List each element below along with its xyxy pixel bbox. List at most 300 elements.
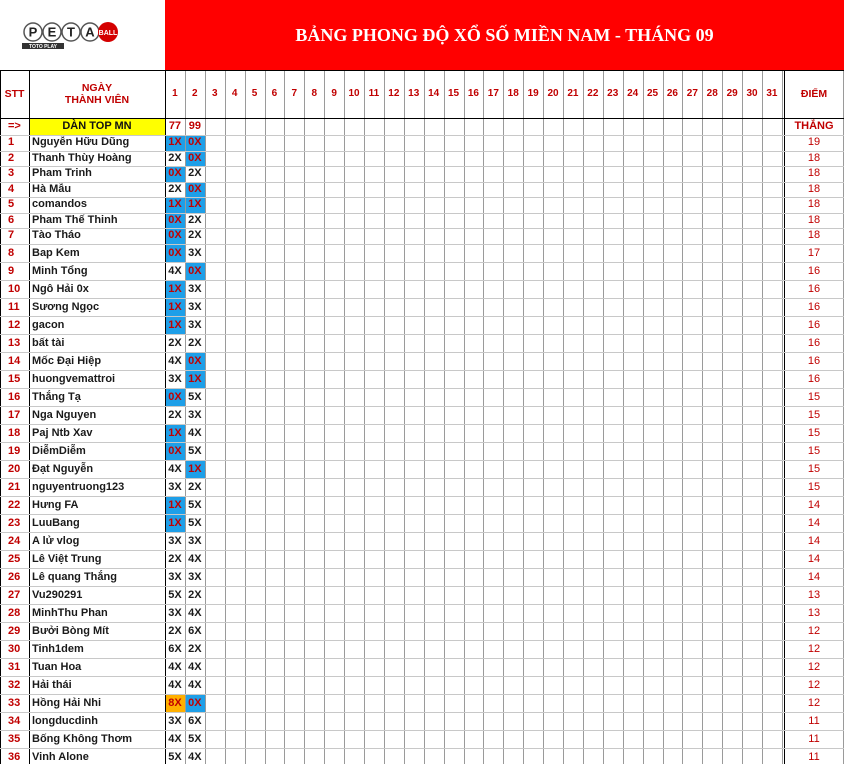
day-3-value[interactable] xyxy=(205,730,225,748)
day-11-value[interactable] xyxy=(364,388,384,406)
day-22-value[interactable] xyxy=(583,496,603,514)
day-10-value[interactable] xyxy=(344,460,364,478)
day-13-value[interactable] xyxy=(404,197,424,213)
day-2-value[interactable]: 0X xyxy=(185,182,205,198)
day-16-value[interactable] xyxy=(464,280,484,298)
day-18-value[interactable] xyxy=(503,151,523,167)
day-17-value[interactable] xyxy=(483,586,503,604)
day-24-value[interactable] xyxy=(623,352,643,370)
day-20-value[interactable] xyxy=(543,262,563,280)
member-name[interactable]: LuuBang xyxy=(32,516,80,529)
day-26-value[interactable] xyxy=(663,166,683,182)
day-31-value[interactable] xyxy=(762,640,782,658)
day-12-value[interactable] xyxy=(384,640,404,658)
day-20-value[interactable] xyxy=(543,478,563,496)
day-8-value[interactable] xyxy=(304,478,324,496)
day-15-value[interactable] xyxy=(444,406,464,424)
day-14-value[interactable] xyxy=(424,550,444,568)
day-17-value[interactable] xyxy=(483,197,503,213)
day-22-value[interactable] xyxy=(583,658,603,676)
day-25-value[interactable] xyxy=(643,370,663,388)
day-9-value[interactable] xyxy=(324,658,344,676)
day-5-value[interactable] xyxy=(245,694,265,712)
day-27-value[interactable] xyxy=(682,640,702,658)
day-17-value[interactable] xyxy=(483,424,503,442)
day-18-value[interactable] xyxy=(503,532,523,550)
day-26-value[interactable] xyxy=(663,640,683,658)
day-30-value[interactable] xyxy=(742,166,762,182)
day-21-value[interactable] xyxy=(563,228,583,244)
day-18-value[interactable] xyxy=(503,622,523,640)
day-19-value[interactable] xyxy=(523,228,543,244)
day-28-value[interactable] xyxy=(702,151,722,167)
day-2-value[interactable]: 3X xyxy=(188,300,202,313)
day-26-value[interactable] xyxy=(663,478,683,496)
day-27-value[interactable] xyxy=(682,262,702,280)
day-20-value[interactable] xyxy=(543,316,563,334)
day-3-value[interactable] xyxy=(205,568,225,586)
day-27-value[interactable] xyxy=(682,514,702,532)
day-22-value[interactable] xyxy=(583,406,603,424)
day-29-value[interactable] xyxy=(722,622,742,640)
day-16-value[interactable] xyxy=(464,694,484,712)
day-22-value[interactable] xyxy=(583,550,603,568)
day-13-value[interactable] xyxy=(404,352,424,370)
day-7-value[interactable] xyxy=(284,604,304,622)
day-16-value[interactable] xyxy=(464,748,484,764)
day-10-value[interactable] xyxy=(344,622,364,640)
day-16-value[interactable] xyxy=(464,182,484,198)
day-7-value[interactable] xyxy=(284,532,304,550)
day-11-value[interactable] xyxy=(364,262,384,280)
day-22-value[interactable] xyxy=(583,280,603,298)
day-29-value[interactable] xyxy=(722,604,742,622)
day-3-value[interactable] xyxy=(205,197,225,213)
day-28-value[interactable] xyxy=(702,514,722,532)
day-13-value[interactable] xyxy=(404,244,424,262)
day-29-value[interactable] xyxy=(722,568,742,586)
day-27-value[interactable] xyxy=(682,316,702,334)
day-1-value[interactable]: 4X xyxy=(168,660,182,673)
day-31-value[interactable] xyxy=(762,604,782,622)
day-13-value[interactable] xyxy=(404,640,424,658)
day-31-value[interactable] xyxy=(762,151,782,167)
day-9-value[interactable] xyxy=(324,406,344,424)
day-26-value[interactable] xyxy=(663,135,683,151)
day-16-value[interactable] xyxy=(464,586,484,604)
day-30-value[interactable] xyxy=(742,334,762,352)
day-30-value[interactable] xyxy=(742,406,762,424)
day-4-value[interactable] xyxy=(225,568,245,586)
day-4-value[interactable] xyxy=(225,406,245,424)
day-18-value[interactable] xyxy=(503,334,523,352)
day-11-value[interactable] xyxy=(364,406,384,424)
member-name[interactable]: Lê Việt Trung xyxy=(32,552,102,565)
day-18-value[interactable] xyxy=(503,352,523,370)
day-29-value[interactable] xyxy=(722,244,742,262)
day-22-value[interactable] xyxy=(583,694,603,712)
day-19-value[interactable] xyxy=(523,370,543,388)
day-22-value[interactable] xyxy=(583,622,603,640)
day-12-value[interactable] xyxy=(384,182,404,198)
day-28-value[interactable] xyxy=(702,622,722,640)
day-18-value[interactable] xyxy=(503,730,523,748)
member-name[interactable]: Bống Không Thơm xyxy=(32,732,133,745)
day-6-value[interactable] xyxy=(265,352,285,370)
day-19-value[interactable] xyxy=(523,213,543,229)
day-14-value[interactable] xyxy=(424,748,444,764)
day-1-value[interactable]: 0X xyxy=(165,388,185,406)
day-9-value[interactable] xyxy=(324,478,344,496)
day-28-value[interactable] xyxy=(702,550,722,568)
day-16-value[interactable] xyxy=(464,244,484,262)
day-14-value[interactable] xyxy=(424,262,444,280)
day-16-value[interactable] xyxy=(464,568,484,586)
day-16-value[interactable] xyxy=(464,424,484,442)
top-row-day-12[interactable] xyxy=(384,118,404,135)
day-4-value[interactable] xyxy=(225,442,245,460)
day-27-value[interactable] xyxy=(682,568,702,586)
day-12-value[interactable] xyxy=(384,748,404,764)
day-12-value[interactable] xyxy=(384,406,404,424)
day-2-value[interactable]: 0X xyxy=(185,135,205,151)
day-14-value[interactable] xyxy=(424,166,444,182)
day-16-value[interactable] xyxy=(464,676,484,694)
day-14-value[interactable] xyxy=(424,213,444,229)
day-24-value[interactable] xyxy=(623,262,643,280)
day-12-value[interactable] xyxy=(384,442,404,460)
member-name[interactable]: huongvemattroi xyxy=(32,372,116,385)
day-11-value[interactable] xyxy=(364,424,384,442)
day-8-value[interactable] xyxy=(304,658,324,676)
day-26-value[interactable] xyxy=(663,442,683,460)
day-19-value[interactable] xyxy=(523,604,543,622)
day-10-value[interactable] xyxy=(344,244,364,262)
day-15-value[interactable] xyxy=(444,262,464,280)
day-4-value[interactable] xyxy=(225,316,245,334)
day-10-value[interactable] xyxy=(344,640,364,658)
day-23-value[interactable] xyxy=(603,748,623,764)
day-31-value[interactable] xyxy=(762,586,782,604)
day-15-value[interactable] xyxy=(444,244,464,262)
day-14-value[interactable] xyxy=(424,604,444,622)
day-17-value[interactable] xyxy=(483,262,503,280)
day-18-value[interactable] xyxy=(503,370,523,388)
day-15-value[interactable] xyxy=(444,460,464,478)
day-20-value[interactable] xyxy=(543,496,563,514)
day-10-value[interactable] xyxy=(344,213,364,229)
day-10-value[interactable] xyxy=(344,298,364,316)
day-30-value[interactable] xyxy=(742,228,762,244)
day-5-value[interactable] xyxy=(245,352,265,370)
day-18-value[interactable] xyxy=(503,213,523,229)
day-5-value[interactable] xyxy=(245,532,265,550)
day-28-value[interactable] xyxy=(702,370,722,388)
day-6-value[interactable] xyxy=(265,586,285,604)
day-14-value[interactable] xyxy=(424,514,444,532)
day-15-value[interactable] xyxy=(444,550,464,568)
day-20-value[interactable] xyxy=(543,298,563,316)
day-9-value[interactable] xyxy=(324,182,344,198)
day-1-value[interactable]: 0X xyxy=(165,213,185,229)
day-2-value[interactable]: 5X xyxy=(188,732,202,745)
day-16-value[interactable] xyxy=(464,228,484,244)
day-22-value[interactable] xyxy=(583,298,603,316)
day-13-value[interactable] xyxy=(404,568,424,586)
day-25-value[interactable] xyxy=(643,352,663,370)
day-28-value[interactable] xyxy=(702,228,722,244)
day-30-value[interactable] xyxy=(742,730,762,748)
day-14-value[interactable] xyxy=(424,406,444,424)
day-24-value[interactable] xyxy=(623,478,643,496)
day-28-value[interactable] xyxy=(702,298,722,316)
day-17-value[interactable] xyxy=(483,280,503,298)
day-19-value[interactable] xyxy=(523,316,543,334)
day-11-value[interactable] xyxy=(364,280,384,298)
day-19-value[interactable] xyxy=(523,262,543,280)
day-12-value[interactable] xyxy=(384,424,404,442)
day-18-value[interactable] xyxy=(503,442,523,460)
day-24-value[interactable] xyxy=(623,658,643,676)
day-21-value[interactable] xyxy=(563,182,583,198)
day-25-value[interactable] xyxy=(643,622,663,640)
day-3-value[interactable] xyxy=(205,316,225,334)
day-10-value[interactable] xyxy=(344,388,364,406)
day-6-value[interactable] xyxy=(265,460,285,478)
day-28-value[interactable] xyxy=(702,712,722,730)
day-6-value[interactable] xyxy=(265,568,285,586)
day-17-value[interactable] xyxy=(483,658,503,676)
day-15-value[interactable] xyxy=(444,532,464,550)
day-25-value[interactable] xyxy=(643,135,663,151)
day-10-value[interactable] xyxy=(344,197,364,213)
day-25-value[interactable] xyxy=(643,262,663,280)
day-8-value[interactable] xyxy=(304,182,324,198)
day-24-value[interactable] xyxy=(623,460,643,478)
day-11-value[interactable] xyxy=(364,550,384,568)
day-20-value[interactable] xyxy=(543,151,563,167)
day-23-value[interactable] xyxy=(603,151,623,167)
day-8-value[interactable] xyxy=(304,622,324,640)
day-4-value[interactable] xyxy=(225,298,245,316)
day-5-value[interactable] xyxy=(245,298,265,316)
day-9-value[interactable] xyxy=(324,228,344,244)
day-29-value[interactable] xyxy=(722,213,742,229)
day-22-value[interactable] xyxy=(583,352,603,370)
day-9-value[interactable] xyxy=(324,442,344,460)
day-4-value[interactable] xyxy=(225,197,245,213)
day-28-value[interactable] xyxy=(702,676,722,694)
day-2-value[interactable]: 2X xyxy=(188,229,202,241)
day-14-value[interactable] xyxy=(424,228,444,244)
day-27-value[interactable] xyxy=(682,244,702,262)
day-6-value[interactable] xyxy=(265,496,285,514)
day-10-value[interactable] xyxy=(344,586,364,604)
day-6-value[interactable] xyxy=(265,406,285,424)
day-15-value[interactable] xyxy=(444,316,464,334)
day-22-value[interactable] xyxy=(583,730,603,748)
day-20-value[interactable] xyxy=(543,568,563,586)
day-7-value[interactable] xyxy=(284,424,304,442)
day-3-value[interactable] xyxy=(205,442,225,460)
day-12-value[interactable] xyxy=(384,622,404,640)
day-27-value[interactable] xyxy=(682,352,702,370)
day-17-value[interactable] xyxy=(483,604,503,622)
day-12-value[interactable] xyxy=(384,514,404,532)
day-1-value[interactable]: 0X xyxy=(165,442,185,460)
day-17-value[interactable] xyxy=(483,712,503,730)
day-14-value[interactable] xyxy=(424,658,444,676)
day-21-value[interactable] xyxy=(563,151,583,167)
day-27-value[interactable] xyxy=(682,298,702,316)
day-8-value[interactable] xyxy=(304,712,324,730)
day-31-value[interactable] xyxy=(762,244,782,262)
member-name[interactable]: Nga Nguyen xyxy=(32,408,97,421)
day-14-value[interactable] xyxy=(424,640,444,658)
day-18-value[interactable] xyxy=(503,568,523,586)
day-16-value[interactable] xyxy=(464,604,484,622)
day-9-value[interactable] xyxy=(324,388,344,406)
member-name[interactable]: Hồng Hải Nhi xyxy=(32,696,102,709)
day-5-value[interactable] xyxy=(245,622,265,640)
day-3-value[interactable] xyxy=(205,228,225,244)
day-7-value[interactable] xyxy=(284,298,304,316)
day-1-value[interactable]: 0X xyxy=(165,244,185,262)
day-5-value[interactable] xyxy=(245,135,265,151)
day-29-value[interactable] xyxy=(722,197,742,213)
day-1-value[interactable]: 1X xyxy=(165,496,185,514)
day-5-value[interactable] xyxy=(245,424,265,442)
day-10-value[interactable] xyxy=(344,406,364,424)
day-6-value[interactable] xyxy=(265,135,285,151)
day-21-value[interactable] xyxy=(563,197,583,213)
day-6-value[interactable] xyxy=(265,532,285,550)
day-12-value[interactable] xyxy=(384,244,404,262)
day-3-value[interactable] xyxy=(205,694,225,712)
day-24-value[interactable] xyxy=(623,406,643,424)
day-14-value[interactable] xyxy=(424,182,444,198)
day-26-value[interactable] xyxy=(663,586,683,604)
member-name[interactable]: Tuan Hoa xyxy=(32,660,82,673)
day-24-value[interactable] xyxy=(623,694,643,712)
day-5-value[interactable] xyxy=(245,262,265,280)
day-10-value[interactable] xyxy=(344,182,364,198)
day-18-value[interactable] xyxy=(503,694,523,712)
day-21-value[interactable] xyxy=(563,478,583,496)
day-27-value[interactable] xyxy=(682,658,702,676)
day-7-value[interactable] xyxy=(284,676,304,694)
day-12-value[interactable] xyxy=(384,532,404,550)
day-29-value[interactable] xyxy=(722,712,742,730)
day-22-value[interactable] xyxy=(583,514,603,532)
top-row-day-17[interactable] xyxy=(483,118,503,135)
day-26-value[interactable] xyxy=(663,262,683,280)
day-23-value[interactable] xyxy=(603,352,623,370)
day-30-value[interactable] xyxy=(742,280,762,298)
day-15-value[interactable] xyxy=(444,694,464,712)
day-25-value[interactable] xyxy=(643,151,663,167)
day-27-value[interactable] xyxy=(682,213,702,229)
day-19-value[interactable] xyxy=(523,586,543,604)
day-14-value[interactable] xyxy=(424,712,444,730)
day-25-value[interactable] xyxy=(643,334,663,352)
day-1-value[interactable]: 2X xyxy=(168,624,182,637)
day-19-value[interactable] xyxy=(523,514,543,532)
day-20-value[interactable] xyxy=(543,532,563,550)
day-8-value[interactable] xyxy=(304,334,324,352)
day-7-value[interactable] xyxy=(284,640,304,658)
day-9-value[interactable] xyxy=(324,532,344,550)
day-16-value[interactable] xyxy=(464,478,484,496)
day-23-value[interactable] xyxy=(603,388,623,406)
day-15-value[interactable] xyxy=(444,424,464,442)
day-8-value[interactable] xyxy=(304,586,324,604)
day-28-value[interactable] xyxy=(702,658,722,676)
day-17-value[interactable] xyxy=(483,640,503,658)
day-15-value[interactable] xyxy=(444,442,464,460)
day-1-value[interactable]: 1X xyxy=(165,298,185,316)
day-10-value[interactable] xyxy=(344,676,364,694)
day-3-value[interactable] xyxy=(205,460,225,478)
day-10-value[interactable] xyxy=(344,262,364,280)
day-15-value[interactable] xyxy=(444,298,464,316)
day-27-value[interactable] xyxy=(682,228,702,244)
day-7-value[interactable] xyxy=(284,586,304,604)
day-27-value[interactable] xyxy=(682,334,702,352)
day-25-value[interactable] xyxy=(643,442,663,460)
member-name[interactable]: A lử vlog xyxy=(32,534,80,547)
day-22-value[interactable] xyxy=(583,478,603,496)
day-16-value[interactable] xyxy=(464,166,484,182)
member-name[interactable]: Thắng Tạ xyxy=(32,390,81,403)
day-23-value[interactable] xyxy=(603,244,623,262)
day-26-value[interactable] xyxy=(663,550,683,568)
day-28-value[interactable] xyxy=(702,182,722,198)
day-27-value[interactable] xyxy=(682,460,702,478)
day-11-value[interactable] xyxy=(364,298,384,316)
day-15-value[interactable] xyxy=(444,370,464,388)
day-7-value[interactable] xyxy=(284,370,304,388)
day-19-value[interactable] xyxy=(523,478,543,496)
top-row-day-4[interactable] xyxy=(225,118,245,135)
day-17-value[interactable] xyxy=(483,166,503,182)
day-3-value[interactable] xyxy=(205,213,225,229)
day-17-value[interactable] xyxy=(483,532,503,550)
day-20-value[interactable] xyxy=(543,676,563,694)
day-21-value[interactable] xyxy=(563,370,583,388)
day-13-value[interactable] xyxy=(404,151,424,167)
day-3-value[interactable] xyxy=(205,166,225,182)
day-27-value[interactable] xyxy=(682,748,702,764)
day-6-value[interactable] xyxy=(265,712,285,730)
day-9-value[interactable] xyxy=(324,334,344,352)
day-19-value[interactable] xyxy=(523,424,543,442)
day-13-value[interactable] xyxy=(404,298,424,316)
day-13-value[interactable] xyxy=(404,532,424,550)
day-9-value[interactable] xyxy=(324,352,344,370)
day-4-value[interactable] xyxy=(225,262,245,280)
day-4-value[interactable] xyxy=(225,135,245,151)
day-19-value[interactable] xyxy=(523,694,543,712)
day-30-value[interactable] xyxy=(742,676,762,694)
day-14-value[interactable] xyxy=(424,532,444,550)
day-23-value[interactable] xyxy=(603,658,623,676)
day-7-value[interactable] xyxy=(284,568,304,586)
day-4-value[interactable] xyxy=(225,370,245,388)
day-10-value[interactable] xyxy=(344,442,364,460)
day-13-value[interactable] xyxy=(404,604,424,622)
day-10-value[interactable] xyxy=(344,151,364,167)
